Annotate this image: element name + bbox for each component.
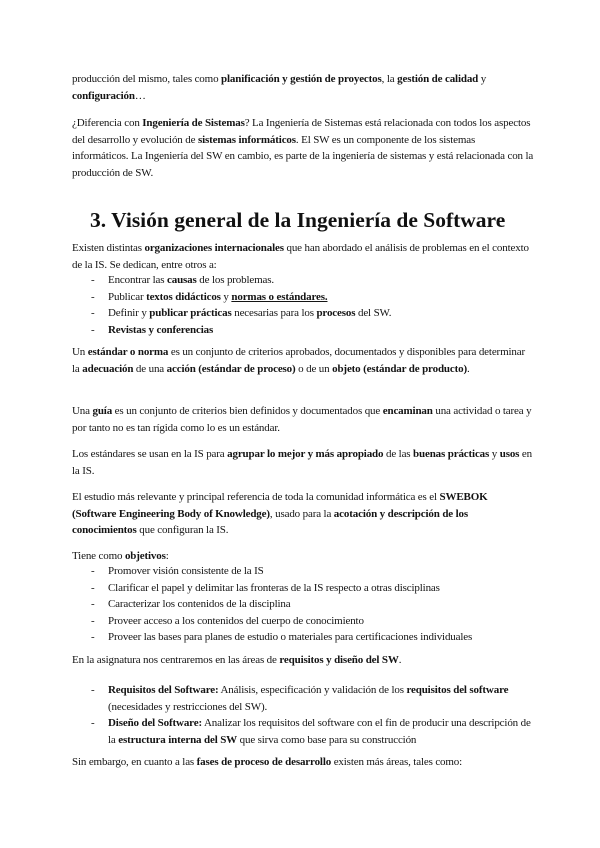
bold-run: agrupar lo mejor y más apropiado bbox=[227, 448, 384, 460]
paragraph-systems-engineering bbox=[72, 115, 534, 181]
bold-run: objeto (estándar de producto) bbox=[332, 362, 467, 375]
bold-run: planificación y gestión de proyectos bbox=[221, 73, 382, 85]
bold-run: encaminan bbox=[382, 405, 433, 417]
text-run: que sirva como base para su construcción bbox=[237, 733, 417, 746]
text-run: existen más áreas, tales como: bbox=[331, 756, 463, 768]
text-run: En la asignatura nos centraremos en las áreas de bbox=[72, 654, 280, 666]
bold-run: textos didácticos bbox=[146, 290, 221, 303]
text-run: . bbox=[398, 654, 402, 666]
section-heading: 3. Visión general de la Ingeniería de Software bbox=[90, 208, 506, 232]
text-run: de las bbox=[383, 448, 414, 460]
paragraph-standard-definition bbox=[72, 344, 534, 377]
bold-run: adecuación bbox=[82, 362, 134, 375]
text-run: , la bbox=[381, 73, 398, 85]
paragraph-organizations bbox=[72, 240, 534, 273]
text-run: ¿Diferencia con bbox=[72, 117, 143, 129]
text-run: que han abordado el análisis de problemas en el contexto de la IS. Se dedican, entre otros a: bbox=[72, 242, 529, 271]
paragraph-production-continuation bbox=[72, 71, 534, 104]
bold-run: Diseño del Software: bbox=[108, 717, 202, 729]
text-run: Existen distintas bbox=[72, 242, 145, 254]
text-run: Definir y bbox=[108, 307, 150, 319]
list-item: - Caracterizar los contenidos de la disciplina bbox=[72, 596, 534, 613]
text-run: Un bbox=[72, 346, 88, 358]
bold-run: sistemas informáticos bbox=[197, 133, 296, 146]
text-run: Analizar los requisitos del software con el fin de producir una descripción de la bbox=[108, 717, 531, 746]
text-run: una actividad o tarea y por tanto no es tan rígida como lo es un estándar. bbox=[72, 405, 532, 434]
text-run: Tiene como bbox=[72, 550, 125, 562]
bold-run: organizaciones internacionales bbox=[144, 242, 284, 254]
bold-run: Requisitos del Software: bbox=[108, 684, 219, 696]
bold-run: fases de proceso de desarrollo bbox=[196, 756, 332, 768]
list-item bbox=[72, 272, 534, 289]
organizations-list bbox=[72, 272, 534, 338]
text-run: , usado para la bbox=[269, 507, 334, 520]
list-item bbox=[72, 305, 534, 322]
text-run: ? La Ingeniería de Sistemas está relacionada con todos los aspectos del desarrollo y evolución de bbox=[72, 117, 531, 146]
text-run: y bbox=[489, 448, 500, 460]
text-run: Sin embargo, en cuanto a las bbox=[72, 756, 197, 768]
bold-run: requisitos del software bbox=[406, 684, 509, 696]
text-run: en la IS. bbox=[72, 448, 533, 477]
list-item bbox=[72, 682, 534, 715]
bold-run: objetivos bbox=[124, 550, 166, 562]
text-run: del SW. bbox=[355, 307, 392, 319]
list-item: - Proveer acceso a los contenidos del cuerpo de conocimiento bbox=[72, 613, 534, 630]
paragraph-swebok bbox=[72, 489, 534, 539]
text-run: Publicar bbox=[108, 290, 147, 303]
bold-run: SWEBOK (Software Engineering Body of Knowledge) bbox=[72, 491, 488, 520]
text-run: de una bbox=[133, 362, 167, 375]
focus-areas-list bbox=[72, 682, 534, 748]
bold-run: requisitos y diseño del SW bbox=[279, 654, 399, 666]
text-run: . bbox=[467, 362, 470, 375]
text-run: . El SW es un componente de los sistemas informáticos. La Ingeniería del SW en cambio, es parte de la ingeniería de sistemas y está relacionada con la producción de SW. bbox=[72, 133, 534, 179]
bold-run: buenas prácticas bbox=[413, 448, 490, 460]
bold-run: estructura interna del SW bbox=[118, 733, 238, 746]
list-item bbox=[72, 322, 534, 339]
bold-run: causas bbox=[167, 274, 197, 286]
list-item bbox=[72, 715, 534, 748]
text-run: y bbox=[220, 290, 232, 303]
list-item: - Clarificar el papel y delimitar las fronteras de la IS respecto a otras disciplinas bbox=[72, 580, 534, 597]
bold-run: guía bbox=[92, 405, 113, 417]
text-run: Los estándares se usan en la IS para bbox=[72, 448, 228, 460]
text-run: producción del mismo, tales como bbox=[72, 73, 222, 85]
text-run: de los problemas. bbox=[196, 274, 275, 286]
bold-run: estándar o norma bbox=[87, 346, 169, 358]
bold-run: gestión de calidad bbox=[397, 73, 479, 85]
text-run: Una bbox=[72, 405, 93, 417]
bold-run: acotación y descripción de los conocimientos bbox=[72, 507, 469, 536]
text-run: Análisis, especificación y validación de los bbox=[218, 684, 407, 696]
text-run: que configuran la IS. bbox=[136, 524, 229, 536]
paragraph-guide-definition bbox=[72, 403, 534, 436]
list-item: - Promover visión consistente de la IS bbox=[72, 563, 534, 580]
text-run: es un conjunto de criterios bien definidos y documentados que bbox=[112, 405, 383, 417]
text-run: o de un bbox=[295, 362, 333, 375]
bold-run: publicar prácticas bbox=[149, 307, 232, 319]
text-run: necesarias para los bbox=[231, 307, 317, 319]
paragraph-standards-usage bbox=[72, 446, 534, 479]
text-run: : bbox=[165, 550, 169, 562]
text-run: es un conjunto de criterios aprobados, documentados y disponibles para determinar la bbox=[72, 346, 525, 375]
text-run: (necesidades y restricciones del SW). bbox=[108, 700, 268, 713]
bold-run: procesos bbox=[316, 307, 356, 319]
bold-run: Ingeniería de Sistemas bbox=[142, 117, 245, 129]
paragraph-development-phases bbox=[72, 754, 534, 771]
text-run: y bbox=[478, 73, 487, 85]
bold-run: configuración bbox=[72, 89, 135, 102]
objectives-list bbox=[72, 563, 534, 646]
underlined-bold-run: normas o estándares. bbox=[231, 290, 328, 303]
paragraph-course-focus bbox=[72, 652, 534, 669]
text-run: El estudio más relevante y principal referencia de toda la comunidad informática es el bbox=[72, 491, 440, 503]
bold-run: usos bbox=[499, 448, 520, 460]
text-run: Encontrar las bbox=[108, 274, 167, 286]
list-item: - Proveer las bases para planes de estudio o materiales para certificaciones individuales bbox=[72, 629, 534, 646]
bold-run: Revistas y conferencias bbox=[108, 323, 214, 336]
list-item bbox=[72, 289, 534, 306]
text-run: … bbox=[134, 89, 146, 102]
bold-run: acción (estándar de proceso) bbox=[166, 362, 296, 375]
